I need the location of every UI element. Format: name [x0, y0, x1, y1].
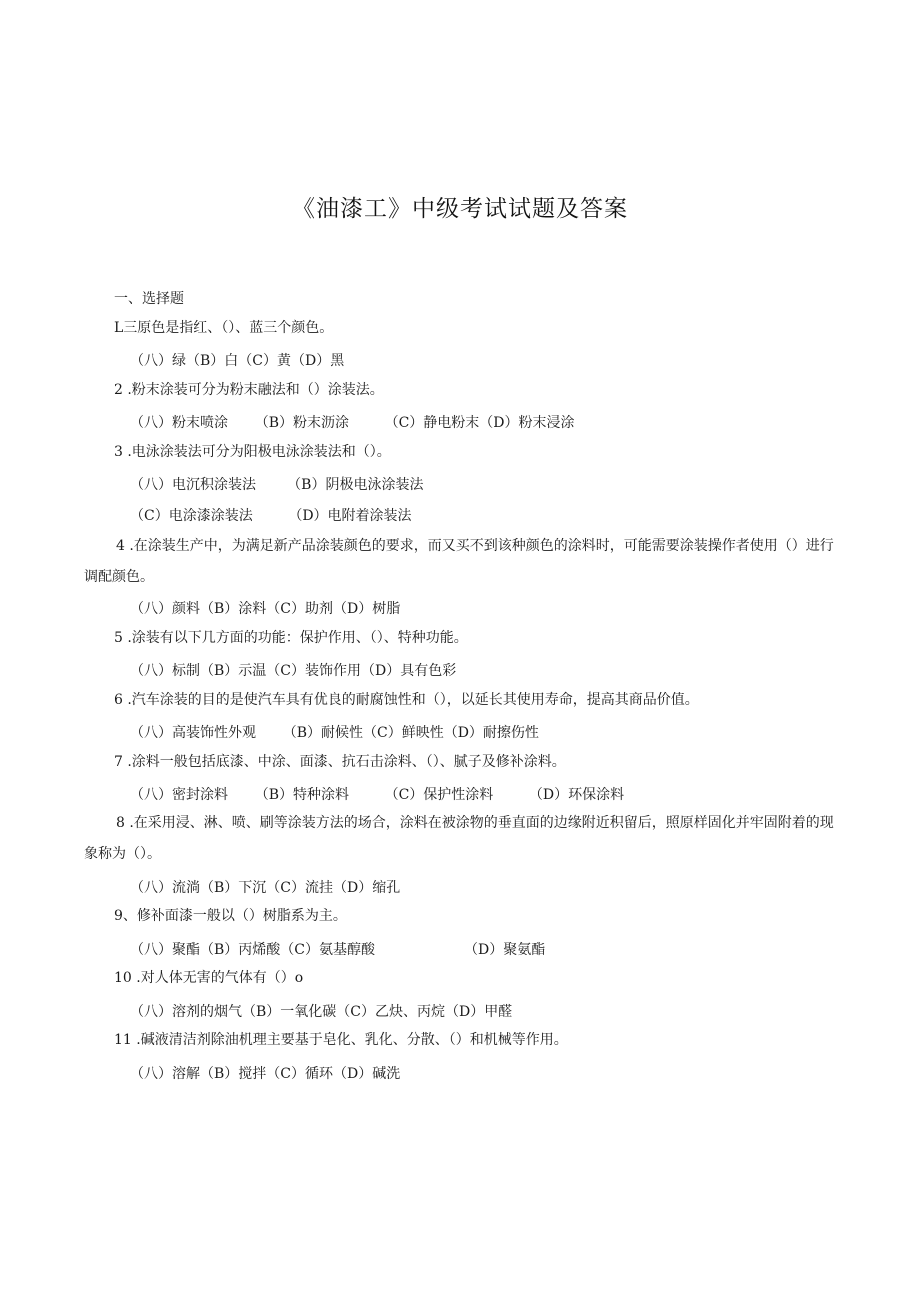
question-5: 5 .涂装有以下几方面的功能：保护作用、（）、特种功能。 — [114, 630, 468, 646]
question-6-options: （八）高装饰性外观 （B）耐候性（C）鲜映性（D）耐擦伤性 — [130, 725, 539, 741]
question-11: 11 .碱液清洁剂除油机理主要基于皂化、乳化、分散、（）和机械等作用。 — [114, 1032, 568, 1048]
question-1: L三原色是指红、（）、蓝三个颜色。 — [114, 320, 334, 336]
question-2-options: （八）粉末喷涂 （B）粉末沥涂 （C）静电粉末（D）粉末浸涂 — [130, 415, 575, 431]
section-heading: 一、选择题 — [114, 291, 184, 307]
question-9: 9、修补面漆一般以（）树脂系为主。 — [114, 908, 347, 924]
question-3-options-row-2: （C）电涂漆涂装法 （D）电附着涂装法 — [130, 508, 412, 524]
question-10-options: （八）溶剂的烟气（B）一氧化碳（C）乙炔、丙烷（D）甲醛 — [130, 1004, 513, 1020]
question-2: 2 .粉末涂装可分为粉末融法和（）涂装法。 — [114, 382, 384, 398]
question-8: 8 .在采用浸、淋、喷、刷等涂装方法的场合，涂料在被涂物的垂直面的边缘附近积留后，照原样固化并牢固附着的现象称为（）。 — [84, 815, 834, 862]
question-9-options: （八）聚酯（B）丙烯酸（C）氨基醇酸 （D）聚氨酯 — [130, 942, 546, 958]
page-title: 《油漆工》中级考试试题及答案 — [292, 196, 628, 222]
question-8-options: （八）流淌（B）下沉（C）流挂（D）缩孔 — [130, 880, 401, 896]
question-3-options-row-1: （八）电沉积涂装法 （B）阴极电泳涂装法 — [130, 477, 424, 493]
question-5-options: （八）标制（B）示温（C）装饰作用（D）具有色彩 — [130, 663, 457, 679]
question-10: 10 .对人体无害的气体有（）o — [114, 970, 304, 986]
question-11-options: （八）溶解（B）搅拌（C）循环（D）碱洗 — [130, 1066, 401, 1082]
question-3: 3 .电泳涂装法可分为阳极电泳涂装法和（）。 — [114, 444, 391, 460]
question-4-options: （八）颜料（B）涂料（C）助剂（D）树脂 — [130, 601, 401, 617]
question-1-options: （八）绿（B）白（C）黄（D）黑 — [130, 353, 345, 369]
question-7: 7 .涂料一般包括底漆、中涂、面漆、抗石击涂料、（）、腻子及修补涂料。 — [114, 754, 566, 770]
question-4: 4 .在涂装生产中，为满足新产品涂装颜色的要求，而又买不到该种颜色的涂料时，可能需要涂装操作者使用（）进行调配颜色。 — [84, 538, 834, 585]
question-6: 6 .汽车涂装的目的是使汽车具有优良的耐腐蚀性和（），以延长其使用寿命，提高其商品价值。 — [114, 692, 699, 708]
question-7-options: （八）密封涂料 （B）特种涂料 （C）保护性涂料 （D）环保涂料 — [130, 787, 625, 803]
